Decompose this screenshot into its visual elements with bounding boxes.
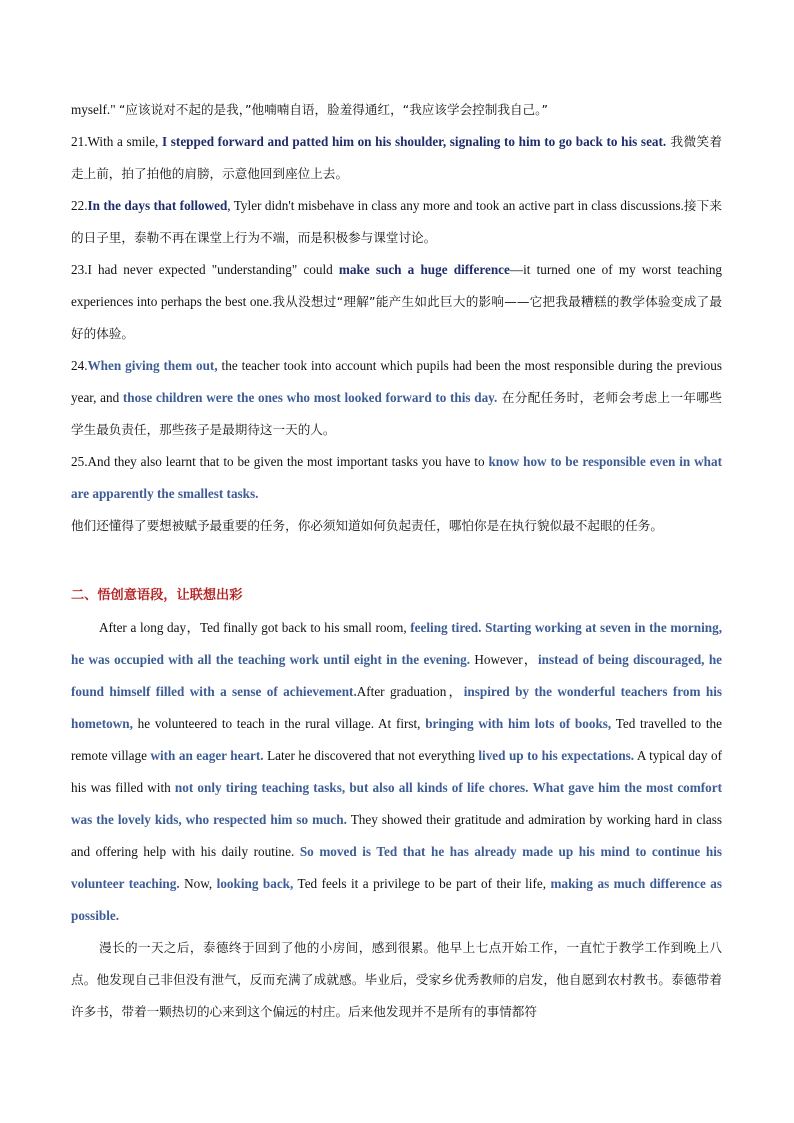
item-22	[71, 190, 722, 254]
highlight-phrase: bringing with him lots of books,	[425, 716, 612, 731]
chinese-translation: 他们还懂得了要想被赋予最重要的任务，你必须知道如何负起责任，哪怕你是在执行貌似最不起眼的任务。	[71, 518, 663, 533]
section-gap	[71, 542, 722, 580]
highlight-phrase: looking back,	[216, 876, 294, 891]
text: he volunteered to teach in the rural village. At first,	[132, 716, 426, 731]
item-25-translation	[71, 510, 722, 542]
chinese-paragraph	[71, 932, 722, 1028]
item-21	[71, 126, 722, 190]
item-23	[71, 254, 722, 350]
highlight-phrase: inspired by the wonderful teachers from his hometown,	[71, 684, 723, 731]
item-24	[71, 350, 722, 446]
text: Ted feels it a privilege to be part of their life,	[293, 876, 551, 891]
text: After a long day，Ted finally got back to his small room,	[99, 620, 411, 635]
chinese-translation: 我微笑着走上前，拍了拍他的肩膀，示意他回到座位上去。	[71, 134, 723, 181]
chinese-translation: 在分配任务时，老师会考虑上一年哪些学生最负责任，那些孩子是最期待这一天的人。	[71, 390, 722, 437]
text: Now,	[179, 876, 217, 891]
item-25	[71, 446, 722, 510]
document-page	[71, 94, 722, 1028]
highlight-phrase: feeling tired.	[410, 620, 482, 635]
text: Later he discovered that not everything	[263, 748, 479, 763]
text: Ted travelled to the remote village	[71, 716, 722, 763]
text: A typical day of his was filled with	[71, 748, 722, 795]
highlight-phrase: with an eager heart.	[150, 748, 264, 763]
text: After graduation，	[356, 684, 464, 699]
chinese-translation: 我从没想过“理解”能产生如此巨大的影响——它把我最糟糕的教学体验变成了最好的体验。	[71, 294, 722, 341]
highlight-phrase: make such a huge difference	[338, 262, 510, 277]
highlight-phrase: not only tiring teaching tasks, but also all kinds of life chores.	[174, 780, 529, 795]
chinese-translation: 接下来的日子里，泰勒不再在课堂上行为不端，而是积极参与课堂讨论。	[71, 198, 723, 245]
text: —it turned one of my worst teaching experiences into perhaps the best one.	[71, 262, 723, 309]
text: They showed their gratitude and admiration by working hard in class and offering help with his daily routine.	[71, 812, 722, 859]
text: I had never expected "understanding" could	[87, 262, 339, 277]
line-0	[71, 94, 722, 126]
chinese-translation: “应该说对不起的是我，”他喃喃自语，脸羞得通红，“我应该学会控制我自己。”	[118, 102, 548, 117]
item-number: 24.	[71, 358, 88, 373]
item-number: 22.	[71, 198, 88, 213]
text: myself."	[71, 102, 119, 117]
highlight-phrase: In the days that followed	[87, 198, 228, 213]
item-number: 21.	[71, 134, 88, 149]
highlight-phrase: So moved is Ted that he has already made up his mind to continue his volunteer teaching.	[71, 844, 722, 891]
english-paragraph	[71, 612, 722, 932]
highlight-phrase: What gave him the most comfort was the lovely kids, who respected him so much.	[71, 780, 722, 827]
item-number: 25.	[71, 454, 88, 469]
text: With a smile,	[87, 134, 163, 149]
highlight-phrase: I stepped forward and patted him on his shoulder, signaling to him to go back to his seat.	[162, 134, 667, 149]
item-number: 23.	[71, 262, 88, 277]
chinese-translation: 漫长的一天之后，泰德终于回到了他的小房间，感到很累。他早上七点开始工作，一直忙于教学工作到晚上八点。他发现自己非但没有泄气，反而充满了成就感。毕业后，受家乡优秀教师的启发，他自愿到农村教书。泰德带着许多书，带着一颗热切的心来到这个偏远的村庄。后来他发现并不是所有的事情都符	[71, 940, 722, 1019]
text: However，	[470, 652, 538, 667]
text: , Tyler didn't misbehave in class any more and took an active part in class discussions.	[227, 198, 684, 213]
highlight-phrase: those children were the ones who most looked forward to this day.	[122, 390, 498, 405]
highlight-phrase: Starting working at seven in the morning, he was occupied with all the teaching work until eight in the evening.	[71, 620, 722, 667]
highlight-phrase: lived up to his expectations.	[478, 748, 635, 763]
highlight-phrase: know how to be responsible even in what are apparently the smallest tasks.	[71, 454, 722, 501]
highlight-phrase: instead of being discouraged, he found himself filled with a sense of achievement.	[71, 652, 723, 699]
highlight-phrase: When giving them out,	[87, 358, 218, 373]
section-heading: 二、悟创意语段，让联想出彩	[71, 588, 243, 603]
text: the teacher took into account which pupils had been the most responsible during the previous year, and	[71, 358, 722, 405]
highlight-phrase: making as much difference as possible.	[71, 876, 722, 923]
text: And they also learnt that to be given the most important tasks you have to	[87, 454, 489, 469]
